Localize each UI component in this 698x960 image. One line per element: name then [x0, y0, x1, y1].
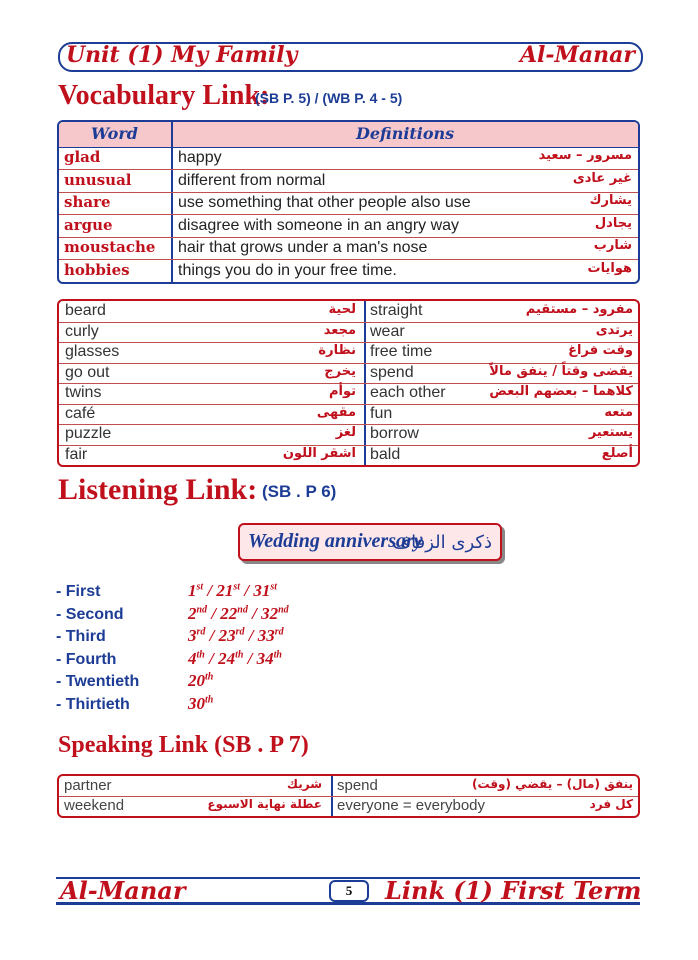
vocab-definition: use something that other people also use: [178, 194, 471, 211]
pair-word-right: free time: [370, 343, 433, 360]
ordinal-suffix: rd: [274, 626, 284, 638]
pair-word-left: beard: [65, 302, 106, 319]
pair-word-left: fair: [65, 445, 88, 463]
ordinal-suffix: nd: [237, 603, 248, 615]
pair-arabic-left: مجعد: [323, 322, 356, 338]
vocabulary-row: [59, 170, 638, 193]
pair-word-left: twins: [65, 384, 102, 401]
vocab-arabic: يشارك: [589, 193, 632, 208]
ordinal-values: [188, 694, 213, 714]
vocab-word: moustache: [64, 238, 156, 256]
pair-arabic-left: مقهى: [316, 404, 356, 420]
vocabulary-row: [59, 215, 638, 238]
ordinal-separator: /: [243, 648, 257, 668]
pair-word-right: fun: [370, 404, 393, 422]
ordinal-suffix: th: [196, 649, 205, 661]
pair-arabic-right: مفرود – مستقيم: [525, 302, 633, 317]
ordinal-label: - Thirtieth: [56, 696, 130, 713]
ordinal-number: 22: [220, 603, 238, 623]
vocabulary-row: [59, 237, 638, 260]
vocabulary-table-header: [59, 122, 638, 148]
footer-publisher: Al-Manar: [60, 876, 186, 905]
ordinal-number: 34: [256, 648, 274, 668]
page-number: 5: [329, 880, 369, 902]
pair-arabic-right: يرتدى: [595, 322, 633, 338]
speaking-row: [59, 776, 638, 797]
vocab-definition: disagree with someone in an angry way: [178, 216, 460, 234]
wedding-anniversary-ar: ذكرى الزفاف: [392, 532, 492, 553]
ordinal-label: - Second: [56, 605, 124, 623]
ordinal-suffix: th: [273, 649, 282, 661]
ordinal-suffix: th: [205, 671, 214, 683]
ordinal-values: [188, 671, 213, 691]
ordinal-label: - Fourth: [56, 650, 117, 668]
speak-arabic-left: عطلة نهاية الاسبوع: [207, 797, 322, 811]
ordinal-number: 3: [188, 626, 197, 646]
ordinal-separator: /: [244, 626, 258, 646]
ordinal-separator: /: [240, 581, 254, 600]
ordinal-suffix: th: [235, 649, 244, 661]
vocab-arabic: شارب: [593, 238, 632, 253]
vocab-definition: hair that grows under a man's nose: [178, 239, 428, 256]
ordinal-separator: /: [247, 603, 262, 623]
speaking-table: [57, 774, 640, 818]
vocabulary-row: [59, 147, 638, 170]
pair-arabic-right: أصلع: [601, 445, 633, 461]
pair-arabic-left: لحية: [328, 302, 356, 317]
pair-arabic-left: توأم: [328, 384, 356, 399]
listening-ref: (SB . P 6): [262, 482, 337, 501]
ordinal-values: [188, 581, 277, 601]
ordinal-suffix: rd: [196, 626, 206, 638]
ordinal-number: 32: [261, 603, 279, 623]
listening-title: Listening Link:: [58, 473, 258, 506]
ordinal-label: - Third: [56, 628, 106, 646]
speak-word-left: partner: [64, 777, 112, 794]
word-pair-row: [59, 404, 638, 426]
ordinal-number: 20: [188, 671, 205, 691]
vocab-arabic: غير عادى: [572, 170, 632, 186]
pair-arabic-left: اشقر اللون: [282, 445, 356, 461]
word-pair-row: [59, 445, 638, 466]
wedding-anniversary-box: [238, 523, 502, 561]
ordinal-label: - First: [56, 583, 101, 600]
speak-word-right: everyone = everybody: [337, 797, 486, 814]
ordinal-suffix: nd: [196, 603, 208, 615]
ordinal-number: 2: [188, 603, 197, 623]
ordinal-number: 24: [218, 648, 236, 668]
vocab-arabic: هوايات: [587, 260, 632, 276]
pair-arabic-left: يخرج: [324, 363, 356, 379]
ordinal-label: - Twentieth: [56, 673, 140, 691]
pair-word-right: straight: [370, 302, 423, 319]
ordinal-number: 4: [188, 648, 197, 668]
pair-word-right: bald: [370, 445, 401, 463]
speak-word-left: weekend: [64, 797, 125, 814]
unit-title: Unit (1) My Family: [66, 42, 298, 68]
pair-arabic-right: كلاهما – بعضهم البعض: [489, 384, 633, 399]
ordinal-values: [188, 649, 282, 669]
word-pair-row: [59, 424, 638, 446]
ordinal-separator: /: [207, 603, 221, 623]
speaking-title: Speaking Link (SB . P 7): [58, 732, 309, 758]
pair-word-right: spend: [370, 363, 414, 381]
word-pair-row: [59, 342, 638, 364]
ordinal-values: [188, 626, 284, 646]
pair-word-left: curly: [65, 322, 99, 340]
ordinal-number: 33: [257, 626, 275, 646]
speak-arabic-right: ينفق (مال) – يقضي (وقت): [472, 777, 633, 791]
vocab-word: share: [64, 193, 111, 211]
vocab-arabic: يجادل: [594, 215, 632, 231]
vocab-word: unusual: [64, 170, 132, 189]
speaking-row: [59, 796, 638, 816]
wedding-anniversary-en: Wedding anniversary: [248, 530, 423, 552]
publisher-name: Al-Manar: [519, 42, 635, 68]
word-pair-row: [59, 383, 638, 405]
speak-word-right: spend: [337, 777, 378, 794]
ordinal-number: 23: [218, 626, 236, 646]
ordinal-separator: /: [204, 648, 219, 668]
pair-word-left: café: [65, 404, 96, 422]
ordinal-number: 21: [216, 581, 234, 600]
word-pairs-table: [57, 299, 640, 467]
vocab-word: glad: [64, 148, 101, 166]
ordinal-values: [188, 604, 289, 624]
pair-arabic-right: يستعير: [588, 425, 633, 440]
ordinal-suffix: rd: [235, 626, 245, 638]
column-word: Word: [91, 124, 138, 143]
footer-term: Link (1) First Term: [385, 876, 642, 905]
ordinal-separator: /: [205, 626, 219, 646]
vocab-definition: things you do in your free time.: [178, 261, 397, 279]
ordinal-suffix: st: [196, 581, 204, 593]
speak-arabic-left: شريك: [287, 777, 322, 791]
pair-word-left: go out: [65, 363, 110, 381]
pair-word-left: puzzle: [65, 425, 112, 442]
vocab-word: hobbies: [64, 260, 130, 279]
ordinal-suffix: st: [233, 581, 241, 593]
pair-arabic-right: وقت فراغ: [568, 343, 633, 358]
speak-arabic-right: كل فرد: [589, 797, 633, 811]
pair-word-left: glasses: [65, 343, 120, 360]
word-pair-row: [59, 322, 638, 344]
pair-word-right: each other: [370, 384, 446, 401]
ordinal-number: 30: [188, 694, 205, 713]
page-header: [58, 42, 643, 72]
vocab-definition: different from normal: [178, 171, 326, 189]
vocabulary-row: [59, 192, 638, 215]
pair-word-right: wear: [370, 322, 405, 340]
ordinal-suffix: st: [270, 581, 277, 593]
pair-word-right: borrow: [370, 425, 419, 442]
vocabulary-title: Vocabulary Link:: [58, 80, 270, 111]
word-pair-row: [59, 363, 638, 385]
pair-arabic-right: متعه: [604, 404, 633, 420]
vocab-word: argue: [64, 215, 113, 234]
column-definitions: Definitions: [356, 124, 455, 143]
ordinal-number: 1: [188, 581, 197, 600]
vocab-definition: happy: [178, 149, 222, 166]
pair-arabic-left: لغز: [335, 425, 356, 440]
vocabulary-ref: (SB P. 5) / (WB P. 4 - 5): [255, 90, 403, 106]
word-pair-row: [59, 301, 638, 323]
ordinal-suffix: nd: [278, 603, 289, 615]
ordinal-suffix: th: [205, 694, 214, 706]
pair-arabic-right: يقضى وقتاً / ينفق مالاً: [489, 363, 633, 379]
vocabulary-table: [57, 120, 640, 284]
ordinal-number: 31: [253, 581, 271, 600]
vocabulary-row: [59, 260, 638, 282]
ordinal-separator: /: [203, 581, 217, 600]
pair-arabic-left: نظارة: [318, 343, 356, 358]
vocab-arabic: مسرور – سعيد: [538, 148, 632, 163]
